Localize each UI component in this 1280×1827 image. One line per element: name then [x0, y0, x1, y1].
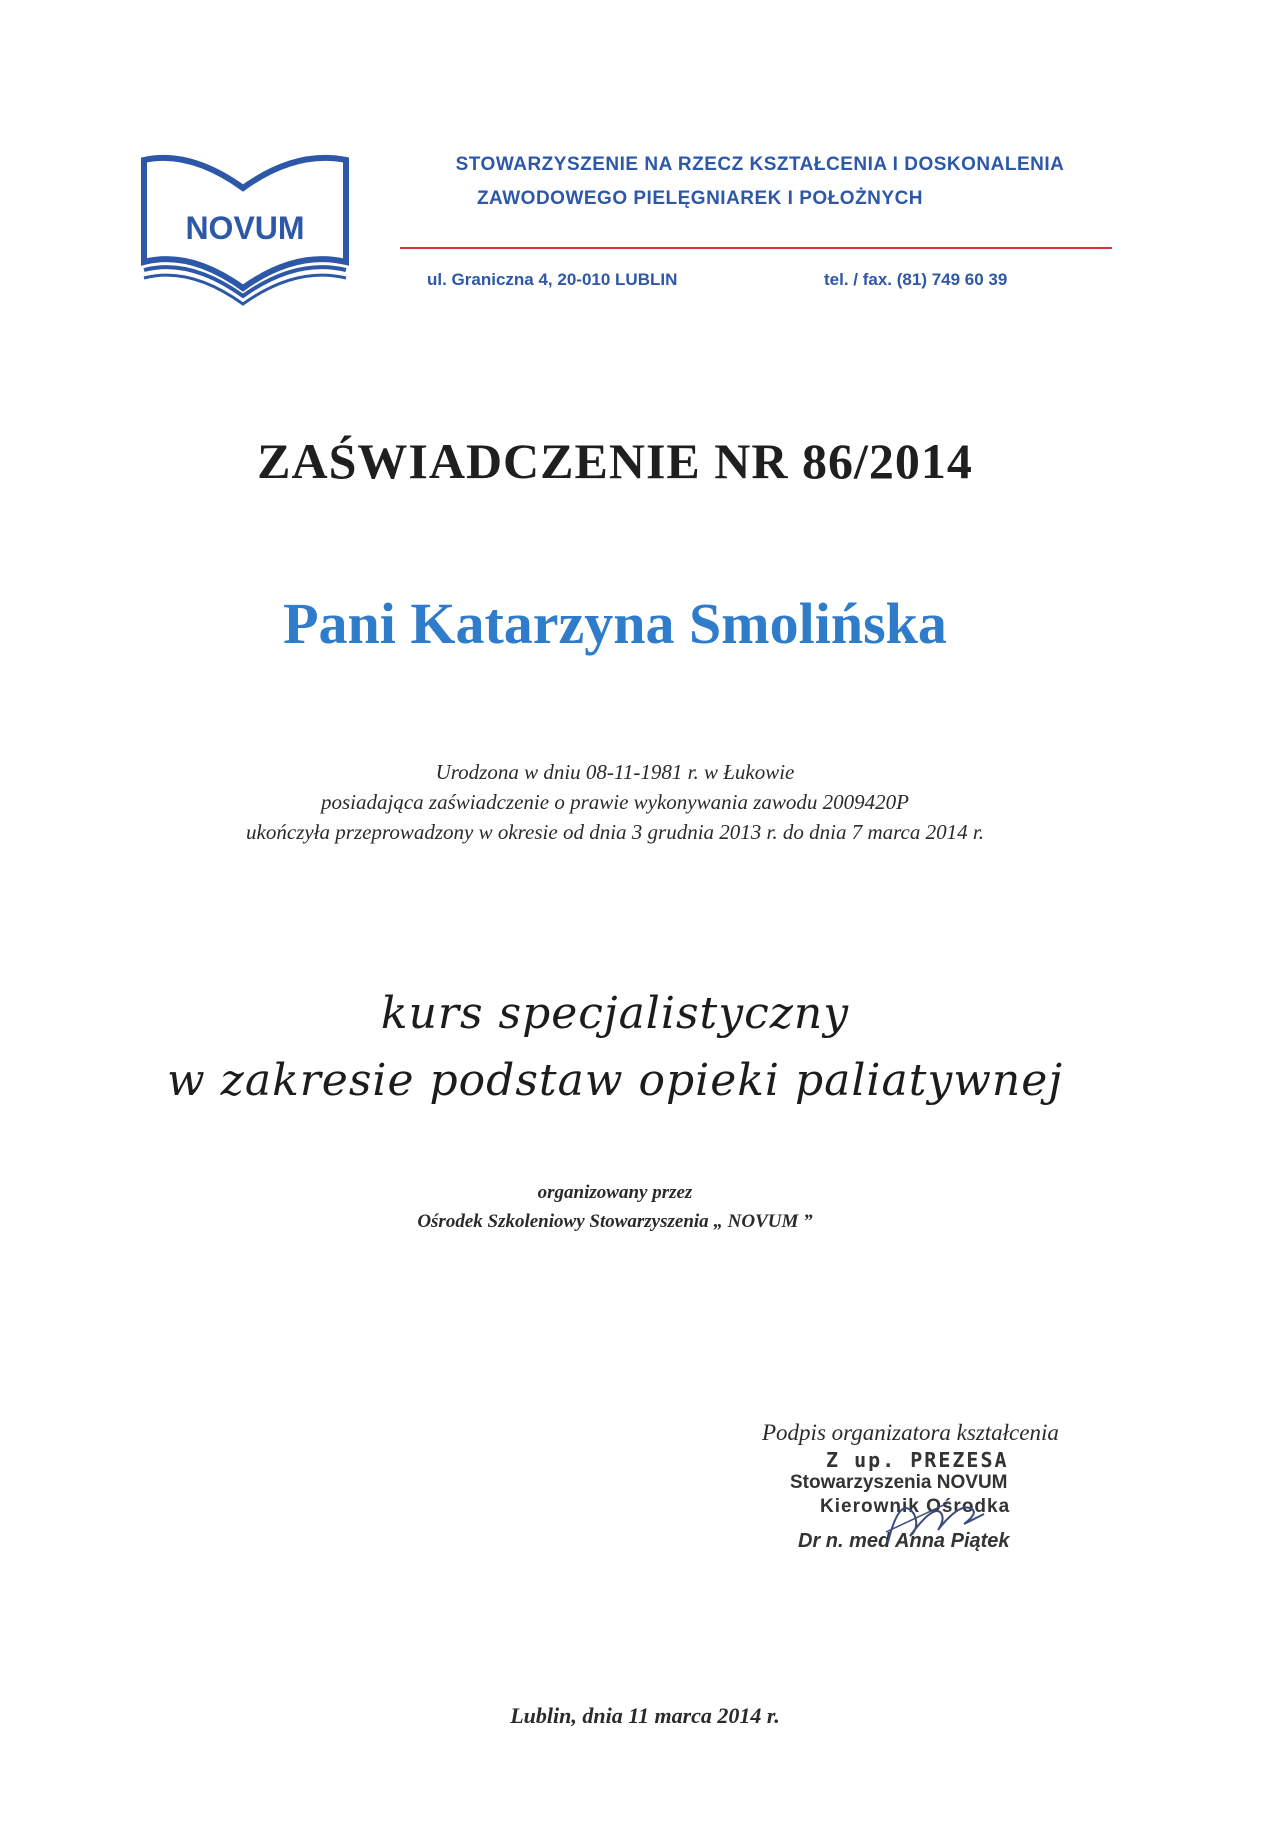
- organization-name-line-1: STOWARZYSZENIE NA RZECZ KSZTAŁCENIA I DOSKONALENIA: [455, 154, 1065, 175]
- novum-logo: [140, 150, 350, 310]
- open-book-icon: [140, 150, 350, 310]
- handwritten-signature: [880, 1484, 990, 1554]
- course-period: ukończyła przeprowadzony w okresie od dnia 3 grudnia 2013 r. do dnia 7 marca 2014 r.: [246, 820, 984, 844]
- stamp-line-association: Stowarzyszenia NOVUM: [790, 1472, 1008, 1493]
- organizer-name: Ośrodek Szkoleniowy Stowarzyszenia „ NOVUM ”: [417, 1211, 813, 1232]
- stamp-line-role: Kierownik Ośrodka: [820, 1496, 1011, 1517]
- header-divider: [400, 247, 1112, 249]
- birth-info: Urodzona w dniu 08-11-1981 r. w Łukowie: [435, 760, 795, 784]
- organized-by-label: organizowany przez: [537, 1182, 693, 1203]
- course-subject: w zakresie podstaw opieki paliatywnej: [167, 1055, 1063, 1106]
- certificate-title: ZAŚWIADCZENIE NR 86/2014: [257, 433, 973, 489]
- signature-label: Podpis organizatora kształcenia: [762, 1420, 1059, 1445]
- organization-phone: tel. / fax. (81) 749 60 39: [824, 270, 1008, 289]
- organization-name-line-2: ZAWODOWEGO PIELĘGNIAREK I POŁOŻNYCH: [476, 188, 924, 209]
- stamp-line-signatory: Dr n. med Anna Piątek: [798, 1530, 1010, 1552]
- organization-address: ul. Graniczna 4, 20-010 LUBLIN: [427, 270, 678, 289]
- stamp-line-authorization: Z up. PREZESA: [826, 1448, 1009, 1472]
- course-type: kurs specjalistyczny: [380, 988, 850, 1039]
- logo-wordmark: NOVUM: [185, 210, 305, 246]
- place-and-date: Lublin, dnia 11 marca 2014 r.: [510, 1703, 780, 1728]
- recipient-name: Pani Katarzyna Smolińska: [283, 591, 947, 656]
- license-info: posiadająca zaświadczenie o prawie wykonywania zawodu 2009420P: [321, 790, 909, 814]
